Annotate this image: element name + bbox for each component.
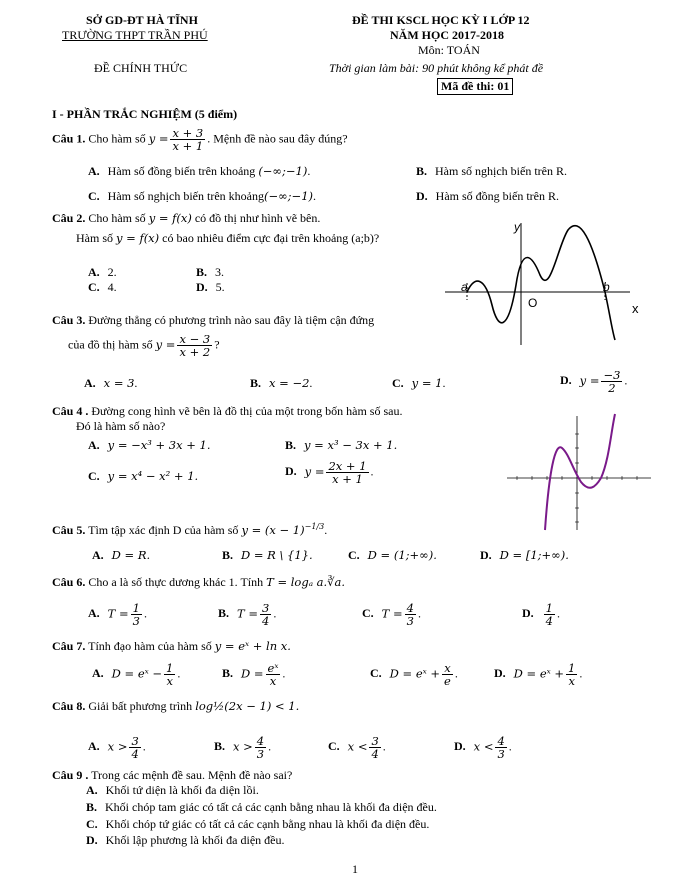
school-name: TRƯỜNG THPT TRẦN PHÚ xyxy=(62,28,208,42)
exam-title: ĐỀ THI KSCL HỌC KỲ I LỚP 12 xyxy=(352,13,530,27)
q9-option-b[interactable]: B. Khối chóp tam giác có tất cả các cạnh bằng nhau là khối đa diện đều. xyxy=(86,800,437,814)
q3-option-a[interactable]: A. x = 3. xyxy=(84,376,138,390)
q6-option-a[interactable]: A. T = $\frac{1}{3}$ . xyxy=(88,601,147,629)
q4-option-c[interactable]: C. y = x⁴ − x² + 1. xyxy=(88,469,199,483)
q8-option-c[interactable]: C. x < $\frac{3}{4}$ . xyxy=(328,734,386,762)
q2-option-a[interactable]: A. 2. xyxy=(88,265,117,279)
q6-option-c[interactable]: C. T = $\frac{4}{3}$ . xyxy=(362,601,421,629)
q9-option-d[interactable]: D. Khối lập phương là khối đa diện đều. xyxy=(86,833,285,847)
origin-label: O xyxy=(528,296,538,310)
y-axis-label: y xyxy=(514,220,520,234)
question-2-line2: Hàm số y = f(x) có bao nhiêu điểm cực đại trên khoảng (a;b)? xyxy=(76,231,380,245)
question-3-line2: của đồ thị hàm số y = $\frac{x - 3}{x + 2}$ ? xyxy=(68,332,220,360)
q7-option-a[interactable]: A. D = eˣ − $\frac{1}{x}$ . xyxy=(92,661,181,689)
subject: Môn: TOÁN xyxy=(418,43,480,57)
q7-option-d[interactable]: D. D = eˣ + $\frac{1}{x}$ . xyxy=(494,661,583,689)
q8-option-a[interactable]: A. x > $\frac{3}{4}$ . xyxy=(88,734,146,762)
q5-option-a[interactable]: A. D = R. xyxy=(92,548,151,562)
cubic-curve xyxy=(545,414,615,530)
q1-option-c[interactable]: C. Hàm số nghịch biến trên khoảng(−∞;−1). xyxy=(88,189,316,203)
question-9: Câu 9 . Trong các mệnh đề sau. Mệnh đề nào sai? xyxy=(52,768,293,782)
question-8: Câu 8. Giải bất phương trình log½(2x − 1) < 1. xyxy=(52,699,300,713)
official-label: ĐỀ CHÍNH THỨC xyxy=(94,61,188,75)
question-5: Câu 5. Tìm tập xác định D của hàm số $y = (x - 1)^{-1/3}$. xyxy=(52,522,328,537)
q2-option-c[interactable]: C. 4. xyxy=(88,280,117,294)
q4-option-d[interactable]: D. y = $\frac{2x + 1}{x + 1}$ . xyxy=(285,459,374,487)
q1-option-a[interactable]: A. Hàm số đồng biến trên khoảng (−∞;−1). xyxy=(88,164,311,178)
q3-option-b[interactable]: B. x = −2. xyxy=(250,376,313,390)
q5-option-c[interactable]: C. D = (1;+∞). xyxy=(348,548,437,562)
section-title: I - PHẦN TRẮC NGHIỆM (5 điểm) xyxy=(52,107,238,121)
q2-option-b[interactable]: B. 3. xyxy=(196,265,225,279)
time-limit: Thời gian làm bài: 90 phút không kể phát đề xyxy=(329,61,544,75)
q6-option-d[interactable]: D. $\frac{1}{4}$ . xyxy=(522,601,560,629)
q8-option-d[interactable]: D. x < $\frac{4}{3}$ . xyxy=(454,734,512,762)
q4-option-a[interactable]: A. y = −x³ + 3x + 1. xyxy=(88,438,211,452)
q3-option-c[interactable]: C. y = 1. xyxy=(392,376,446,390)
exam-code: Mã đề thi: 01 xyxy=(437,78,513,95)
q5-option-d[interactable]: D. D = [1;+∞). xyxy=(480,548,569,562)
question-6: Câu 6. Cho a là số thực dương khác 1. Tính T = logₐ a.∛a. xyxy=(52,575,346,589)
q9-option-c[interactable]: C. Khối chóp tứ giác có tất cả các cạnh bằng nhau là khối đa diện đều. xyxy=(86,817,430,831)
q9-option-a[interactable]: A. Khối tứ diện là khối đa diện lồi. xyxy=(86,783,259,797)
a-label: a xyxy=(461,280,468,294)
question-3: Câu 3. Đường thẳng có phương trình nào sau đây là tiệm cận đứng xyxy=(52,313,375,327)
q7-option-b[interactable]: B. D = $\frac{\text{eˣ}}{x}$ . xyxy=(222,661,286,689)
function-curve xyxy=(467,226,615,340)
question-1: Câu 1. Cho hàm số y = $\frac{x + 3}{x + 1}$ . Mệnh đề nào sau đây đúng? xyxy=(52,126,348,154)
q6-option-b[interactable]: B. T = $\frac{3}{4}$ . xyxy=(218,601,277,629)
q4-graph xyxy=(505,412,655,532)
question-2: Câu 2. Cho hàm số y = f(x) có đồ thị như hình vẽ bên. xyxy=(52,211,321,225)
q4-option-b[interactable]: B. y = x³ − 3x + 1. xyxy=(285,438,398,452)
question-4: Câu 4 . Đường cong hình vẽ bên là đồ thị của một trong bốn hàm số sau. xyxy=(52,404,403,418)
dept-name: SỞ GD-ĐT HÀ TĨNH xyxy=(86,13,198,27)
q8-option-b[interactable]: B. x > $\frac{4}{3}$ . xyxy=(214,734,272,762)
question-7: Câu 7. Tính đạo hàm của hàm số y = eˣ + ln x. xyxy=(52,639,291,653)
q2-option-d[interactable]: D. 5. xyxy=(196,280,225,294)
q7-option-c[interactable]: C. D = eˣ + $\frac{x}{e}$ . xyxy=(370,661,458,689)
q1-option-d[interactable]: D. Hàm số đồng biến trên R. xyxy=(416,189,559,203)
x-axis-label: x xyxy=(632,301,639,316)
question-4-line2: Đó là hàm số nào? xyxy=(76,419,166,433)
page-number: 1 xyxy=(352,862,358,876)
b-label: b xyxy=(603,280,610,294)
q3-option-d[interactable]: D. y = $\frac{-3}{2}$ . xyxy=(560,368,628,396)
q5-option-b[interactable]: B. D = R \ {1}. xyxy=(222,548,313,562)
q1-option-b[interactable]: B. Hàm số nghịch biến trên R. xyxy=(416,164,567,178)
school-year: NĂM HỌC 2017-2018 xyxy=(390,28,504,42)
q2-graph xyxy=(440,215,670,350)
